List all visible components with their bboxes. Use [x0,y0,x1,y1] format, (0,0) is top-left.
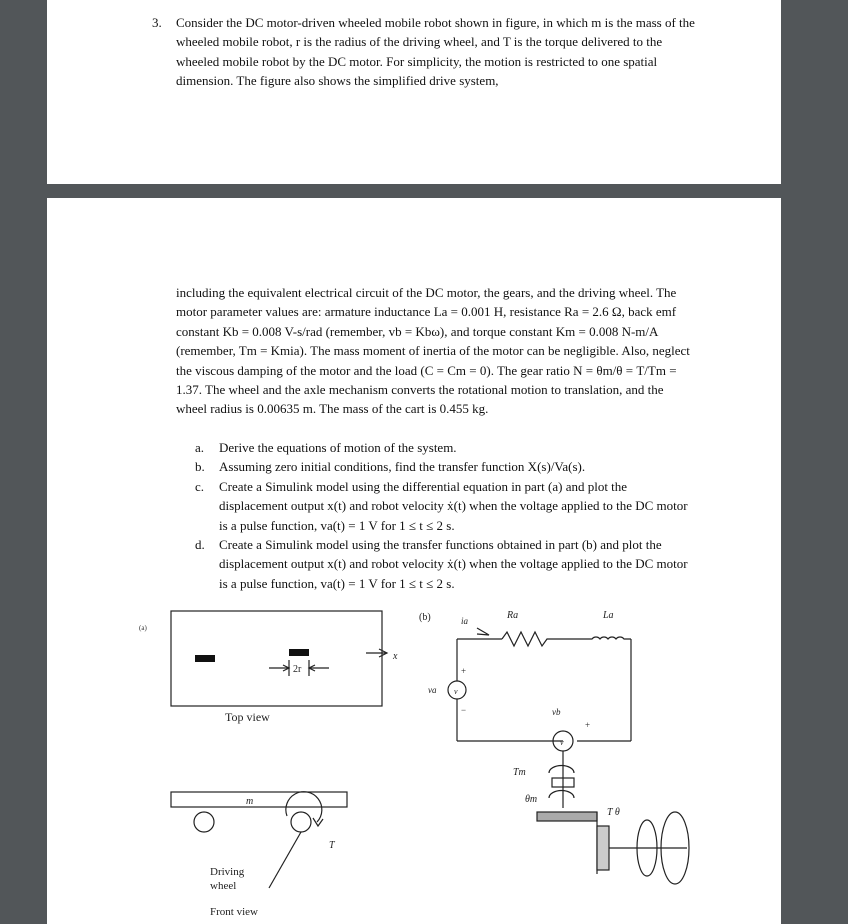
mass-label: m [246,796,254,807]
item-label: b. [195,459,205,475]
va-minus: − [461,705,467,715]
front-wheel-left [194,812,214,832]
item-label: a. [195,440,205,455]
question-intro [152,13,696,91]
dimension-2r [269,660,329,676]
inductor-la [577,637,631,639]
item-text: Create a Simulink model using the transfer functions obtained in part (b) and plot the displacement output x(t) and robot velocity ẋ(t) when the voltage applied to the DC motor is a pulse function, va(t) = 1 V for 1 ≤ t ≤ 2 s. [219,537,688,591]
current-arrow [477,628,489,635]
ia-label: ia [461,616,469,626]
theta-m-arrow [549,791,574,798]
t-theta-label: T θ [607,807,620,818]
torque-arrowhead [313,818,323,826]
driving-wheel-leader [269,832,301,888]
theta-m-label: θm [525,794,538,805]
item-text: Create a Simulink model using the differential equation in part (a) and plot the displacement output x(t) and robot velocity ẋ(t) when the voltage applied to the DC motor is a pulse function, va(t) = 1 V for 1 ≤ t ≤ 2 s. [219,478,688,533]
tm-label: Tm [513,767,526,778]
motor-v-label: v [560,738,564,747]
tm-arrow [549,766,574,773]
source-v-label: v [454,687,458,696]
driving-wheel-caption-2: wheel [210,880,237,892]
driven-gear [597,826,609,870]
x-axis-label: x [393,651,398,662]
gear-rack [537,812,597,821]
robot-figure [47,198,781,924]
la-label: La [603,610,614,621]
vb-plus: + [585,720,591,730]
item-label: d. [195,537,205,553]
figure-b-label: (b) [419,612,431,623]
question-body-text: including the equivalent electrical circuit of the DC motor, the gears, and the driving wheel. The motor parameter values are: armature inductance La = 0.001 H, resistance Ra = 2.6 Ω, back emf constant Kb = 0.008 V-s/rad (remember, vb = Kbω), and torque constant Km = 0.008 N-m/A (remember, Tm = Kmia). The mass moment of inertia of the motor can be negligible. Also, neglect the viscous damping of the motor and the load (C = Cm = 0). The gear ratio N = θm/θ = T/Tm = 1.37. The wheel and the axle mechanism converts the rotational motion to translation, and the wheel radius is 0.00635 m. The mass of the cart is 0.455 kg. [176,285,690,417]
document-page-1 [47,0,781,184]
front-wheel-right [291,812,311,832]
wheel-left-top [195,655,215,662]
top-view-caption: Top view [225,710,270,724]
front-view-caption: Front view [210,906,258,918]
item-text: Derive the equations of motion of the system. [219,440,457,455]
item-label: c. [195,478,205,494]
item-text: Assuming zero initial conditions, find the transfer function X(s)/Va(s). [219,459,586,475]
question-intro-text: Consider the DC motor-driven wheeled mobile robot shown in figure, in which m is the mass of the wheeled mobile robot, r is the radius of the driving wheel, and T is the torque delivered to the wheeled mobile robot by the DC motor. For simplicity, the motion is restricted to one spatial dimension. The figure also shows the simplified drive system, [176,15,695,89]
driving-wheel-caption-1: Driving [210,866,245,878]
wheel-right-top [289,649,309,656]
figure-a-label: (a) [139,624,147,632]
ra-label: Ra [507,610,519,621]
torque-label: T [329,840,335,851]
resistor-ra [502,632,577,646]
document-page-2 [47,198,781,924]
vb-label: vb [552,707,561,717]
question-number: 3. [152,15,162,30]
va-label: va [428,685,437,695]
dimension-2r-label: 2r [293,664,302,675]
va-plus: + [461,666,467,676]
